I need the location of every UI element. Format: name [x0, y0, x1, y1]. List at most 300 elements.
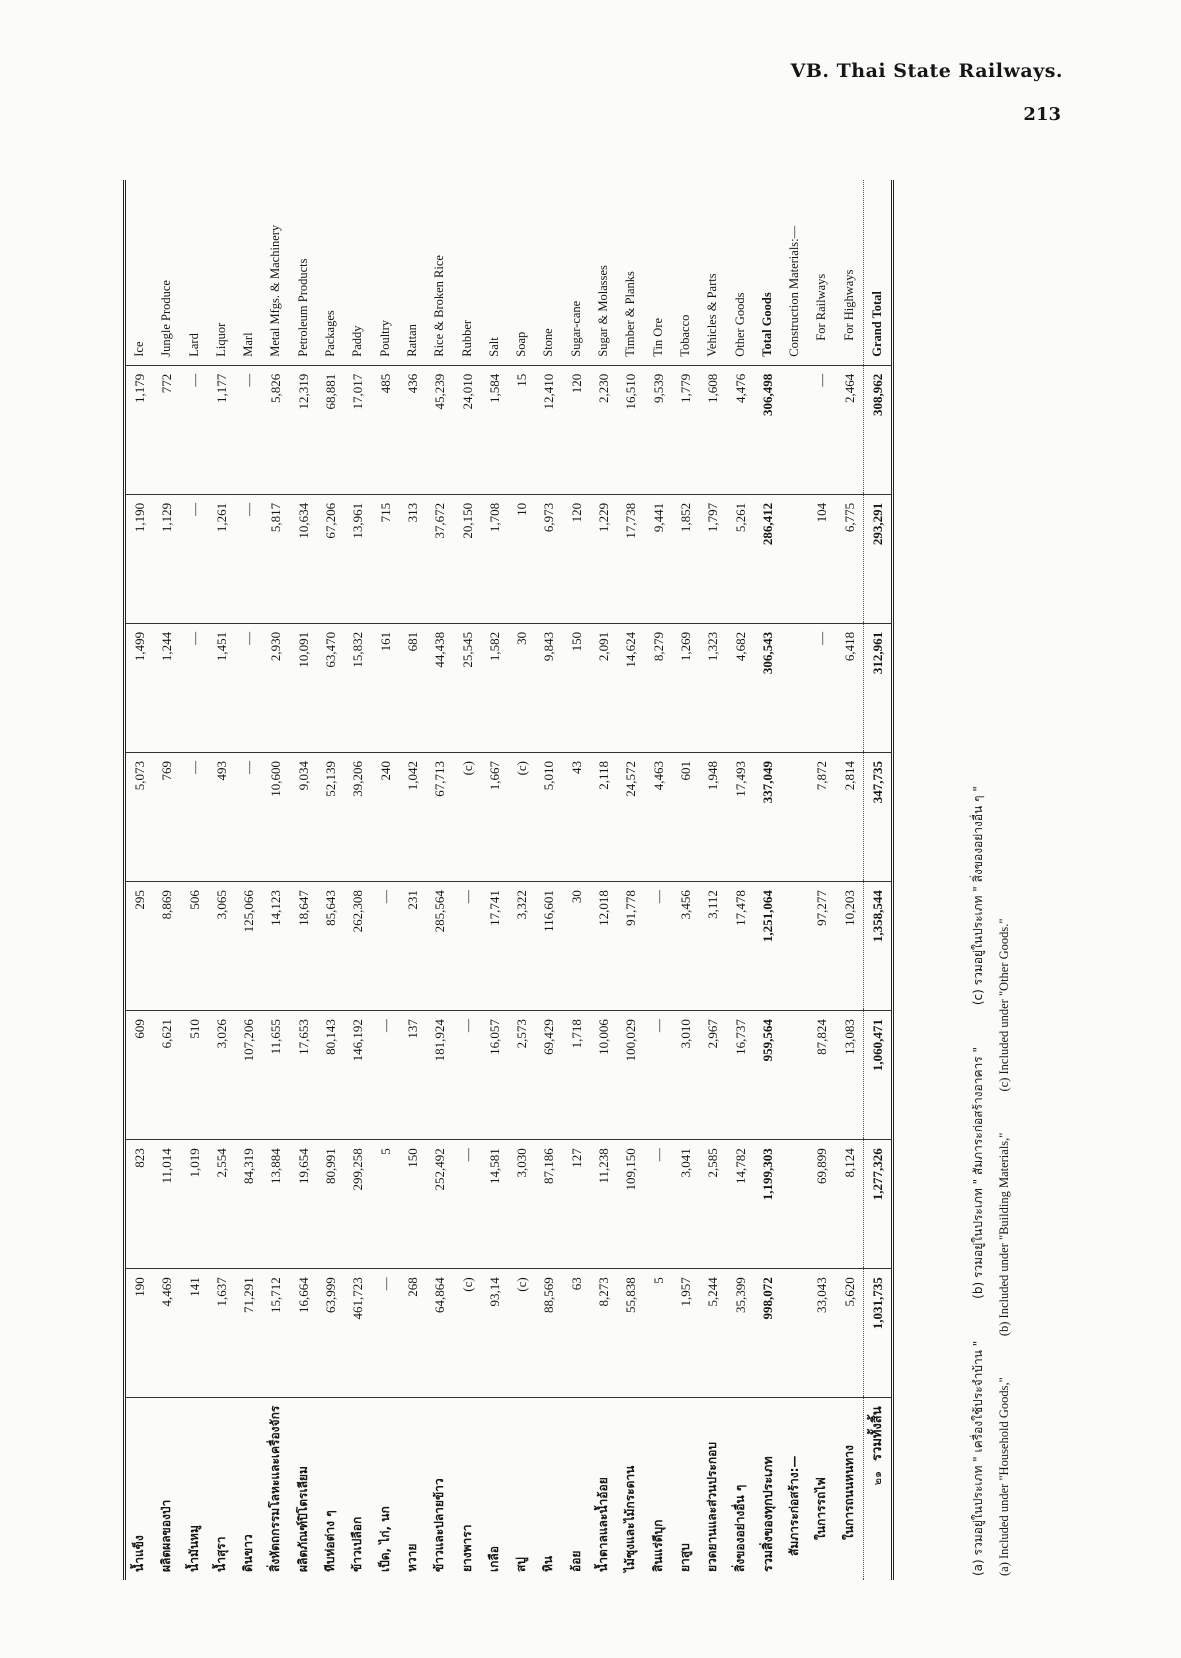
row-label-english	[645, 180, 672, 365]
value-cell: 262,308	[344, 882, 371, 1011]
table-row	[535, 180, 562, 1580]
value-cell: 5,261	[727, 494, 754, 623]
value-cell: 1,957	[672, 1269, 699, 1398]
value-cell: 64,864	[426, 1269, 453, 1398]
value-cell: 461,723	[344, 1269, 371, 1398]
value-cell: 63,470	[317, 623, 344, 752]
value-cell: 150	[399, 1140, 426, 1269]
table-row	[481, 180, 508, 1580]
value-cell: 24,010	[454, 365, 481, 494]
value-cell: 69,899	[808, 1140, 835, 1269]
value-cell: 13,884	[262, 1140, 289, 1269]
value-cell: 252,492	[426, 1140, 453, 1269]
row-label-thai	[290, 1398, 317, 1580]
value-cell: 1,584	[481, 365, 508, 494]
row-label-thai	[208, 1398, 235, 1580]
value-cell: 17,738	[617, 494, 644, 623]
row-label-thai-text: ข้าวเปลือก	[350, 1516, 365, 1572]
value-cell: 715	[372, 494, 399, 623]
row-label-thai	[781, 1398, 808, 1580]
value-cell: 10	[508, 494, 535, 623]
value-cell: —	[454, 1140, 481, 1269]
value-cell: 295	[125, 882, 154, 1011]
page-number: 213	[1023, 104, 1061, 125]
value-cell: 37,672	[426, 494, 453, 623]
value-cell: 7,872	[808, 752, 835, 881]
value-cell: 10,600	[262, 752, 289, 881]
row-label-english-text: Marl	[241, 332, 256, 357]
value-cell: 2,230	[590, 365, 617, 494]
row-label-english-text: Rubber	[459, 319, 474, 357]
table-row	[781, 180, 808, 1580]
value-cell: 1,451	[208, 623, 235, 752]
value-cell: 190	[125, 1269, 154, 1398]
value-cell: 12,319	[290, 365, 317, 494]
row-label-thai-text: สิ่งหัตถกรรมโลหะและเครื่องจักร	[268, 1405, 283, 1572]
row-label-english-text: Sugar & Molasses	[596, 265, 611, 357]
value-cell: 10,203	[836, 882, 864, 1011]
value-cell: 1,708	[481, 494, 508, 623]
value-cell: 8,869	[153, 882, 180, 1011]
value-cell: 35,399	[727, 1269, 754, 1398]
value-cell: 43	[563, 752, 590, 881]
value-cell: 87,824	[808, 1011, 835, 1140]
value-cell: 2,967	[699, 1011, 726, 1140]
value-cell: 14,782	[727, 1140, 754, 1269]
row-label-english-text: Lard	[186, 333, 201, 357]
value-cell: 1,031,735	[864, 1269, 893, 1398]
row-label-english-text: For Railways	[814, 273, 829, 341]
row-label-english-text: Poultry	[377, 319, 392, 357]
table-row	[699, 180, 726, 1580]
row-label-thai-text: ผลิตผลของป่า	[159, 1499, 174, 1572]
value-cell: 116,601	[535, 882, 562, 1011]
value-cell: 1,797	[699, 494, 726, 623]
row-label-english	[672, 180, 699, 365]
value-cell: 69,429	[535, 1011, 562, 1140]
value-cell: 3,065	[208, 882, 235, 1011]
value-cell: 4,463	[645, 752, 672, 881]
value-cell: 823	[125, 1140, 154, 1269]
value-cell: 25,545	[454, 623, 481, 752]
row-label-english	[727, 180, 754, 365]
value-cell: 286,412	[754, 494, 781, 623]
value-cell: 11,014	[153, 1140, 180, 1269]
row-label-english	[454, 180, 481, 365]
value-cell: 6,775	[836, 494, 864, 623]
value-cell: 13,083	[836, 1011, 864, 1140]
row-label-english-text: Soap	[514, 331, 529, 357]
value-cell: 436	[399, 365, 426, 494]
footnote-thai-line	[965, 180, 991, 1580]
value-cell: 5,073	[125, 752, 154, 881]
value-cell: 1,499	[125, 623, 154, 752]
row-label-english	[836, 180, 864, 365]
row-label-english-text: Salt	[486, 337, 501, 357]
row-label-english-text: Tobacco	[677, 314, 692, 357]
value-cell: 1,277,326	[864, 1140, 893, 1269]
value-cell: 3,456	[672, 882, 699, 1011]
value-cell: 181,924	[426, 1011, 453, 1140]
value-cell: 71,291	[235, 1269, 262, 1398]
value-cell: 1,190	[125, 494, 154, 623]
table-row	[727, 180, 754, 1580]
row-label-thai-text: อ้อย	[568, 1550, 583, 1572]
value-cell: 601	[672, 752, 699, 881]
value-cell: —	[235, 752, 262, 881]
value-cell: 8,124	[836, 1140, 864, 1269]
value-cell: 3,010	[672, 1011, 699, 1140]
row-label-thai-text: สบู่	[514, 1557, 529, 1572]
value-cell: 10,634	[290, 494, 317, 623]
value-cell: 11,238	[590, 1140, 617, 1269]
value-cell: 299,258	[344, 1140, 371, 1269]
table-row	[153, 180, 180, 1580]
row-label-thai-text: ข้าวและปลายข้าว	[432, 1478, 447, 1572]
value-cell: 4,476	[727, 365, 754, 494]
value-cell: 312,961	[864, 623, 893, 752]
value-cell: 506	[181, 882, 208, 1011]
value-cell: 5	[372, 1140, 399, 1269]
value-cell	[781, 1269, 808, 1398]
value-cell: 1,129	[153, 494, 180, 623]
table-body	[125, 180, 893, 1580]
row-label-thai	[481, 1398, 508, 1580]
row-label-thai	[864, 1398, 893, 1580]
value-cell: 125,066	[235, 882, 262, 1011]
value-cell: 9,843	[535, 623, 562, 752]
value-cell: 1,779	[672, 365, 699, 494]
row-label-english	[153, 180, 180, 365]
row-label-thai	[317, 1398, 344, 1580]
rotated-table-area	[123, 180, 1011, 1580]
value-cell: —	[372, 882, 399, 1011]
row-label-english	[563, 180, 590, 365]
table-row	[181, 180, 208, 1580]
value-cell: 1,608	[699, 365, 726, 494]
row-label-thai-text: ยวดยานและส่วนประกอบ	[705, 1442, 720, 1572]
value-cell: 5,010	[535, 752, 562, 881]
value-cell: 63,999	[317, 1269, 344, 1398]
value-cell: 1,229	[590, 494, 617, 623]
row-label-english	[262, 180, 289, 365]
row-label-thai-text: น้ำตาลและน้ำอ้อย	[596, 1477, 611, 1572]
row-label-english-text: Rice & Broken Rice	[432, 255, 447, 357]
table-row	[508, 180, 535, 1580]
value-cell: 313	[399, 494, 426, 623]
value-cell: 24,572	[617, 752, 644, 881]
value-cell: 1,582	[481, 623, 508, 752]
row-label-english-text: Timber & Planks	[623, 271, 638, 357]
value-cell: —	[454, 1011, 481, 1140]
table-row	[672, 180, 699, 1580]
value-cell: 6,418	[836, 623, 864, 752]
value-cell: 17,017	[344, 365, 371, 494]
value-cell: 17,741	[481, 882, 508, 1011]
footnote-thai-a: (a) รวมอยู่ในประเภท " เครื่องใช้ประจำบ้าน "	[971, 1340, 985, 1576]
value-cell: 4,682	[727, 623, 754, 752]
value-cell: (c)	[508, 1269, 535, 1398]
value-cell: 5,826	[262, 365, 289, 494]
row-label-english	[344, 180, 371, 365]
value-cell: 681	[399, 623, 426, 752]
value-cell	[781, 1011, 808, 1140]
value-cell	[781, 1140, 808, 1269]
row-label-thai-text: ในการรถไฟ	[814, 1477, 829, 1540]
value-cell: 3,041	[672, 1140, 699, 1269]
row-label-thai-text: ดินขาว	[241, 1534, 256, 1572]
value-cell: 120	[563, 365, 590, 494]
value-cell: 1,323	[699, 623, 726, 752]
value-cell: 55,838	[617, 1269, 644, 1398]
row-label-english	[481, 180, 508, 365]
row-label-english	[699, 180, 726, 365]
value-cell: —	[645, 882, 672, 1011]
value-cell: 30	[563, 882, 590, 1011]
row-label-english-text: Paddy	[350, 325, 365, 357]
value-cell: 16,510	[617, 365, 644, 494]
value-cell: —	[645, 1011, 672, 1140]
value-cell: 1,718	[563, 1011, 590, 1140]
value-cell: 2,091	[590, 623, 617, 752]
value-cell: 52,139	[317, 752, 344, 881]
row-label-thai	[344, 1398, 371, 1580]
value-cell: 17,653	[290, 1011, 317, 1140]
row-label-thai	[399, 1398, 426, 1580]
value-cell: 1,637	[208, 1269, 235, 1398]
value-cell: 141	[181, 1269, 208, 1398]
value-cell: 769	[153, 752, 180, 881]
row-label-thai-text: เกลือ	[486, 1546, 501, 1572]
value-cell: 308,962	[864, 365, 893, 494]
row-label-thai	[617, 1398, 644, 1580]
row-label-thai-text: ไม้ซุงและไม้กระดาน	[623, 1465, 638, 1572]
table-row	[262, 180, 289, 1580]
row-label-thai-text: รวมสิ่งของทุกประเภท	[759, 1456, 775, 1572]
row-label-thai	[235, 1398, 262, 1580]
table-row	[645, 180, 672, 1580]
running-head: VB. Thai State Railways.	[790, 60, 1063, 82]
value-cell: 337,049	[754, 752, 781, 881]
value-cell: 67,206	[317, 494, 344, 623]
row-label-english	[399, 180, 426, 365]
value-cell: 1,948	[699, 752, 726, 881]
value-cell: 1,060,471	[864, 1011, 893, 1140]
row-label-english	[781, 180, 808, 365]
value-cell: 1,042	[399, 752, 426, 881]
row-label-thai-text: น้ำแข็ง	[132, 1535, 146, 1572]
row-label-thai-text: สินแร่ดีบุก	[650, 1519, 665, 1572]
value-cell: 2,118	[590, 752, 617, 881]
row-label-thai-text: รวมทั้งสิ้น	[870, 1406, 886, 1461]
row-label-english	[535, 180, 562, 365]
row-label-english	[864, 180, 893, 365]
value-cell: 8,273	[590, 1269, 617, 1398]
value-cell: 15	[508, 365, 535, 494]
value-cell: 609	[125, 1011, 154, 1140]
value-cell: —	[454, 882, 481, 1011]
table-row	[290, 180, 317, 1580]
row-label-thai	[125, 1398, 154, 1580]
row-label-english-text: Jungle Produce	[159, 280, 174, 357]
value-cell: 306,543	[754, 623, 781, 752]
footnote-english-b: (b) Included under "Building Materials,"	[997, 1132, 1011, 1337]
value-cell: 97,277	[808, 882, 835, 1011]
value-cell: 5	[645, 1269, 672, 1398]
value-cell: 6,973	[535, 494, 562, 623]
row-label-english-text: Rattan	[404, 324, 419, 357]
value-cell: 16,737	[727, 1011, 754, 1140]
value-cell: 5,620	[836, 1269, 864, 1398]
freight-table	[123, 180, 894, 1580]
value-cell: 1,199,303	[754, 1140, 781, 1269]
row-label-thai-text: สิ่งของอย่างอื่น ๆ	[732, 1484, 747, 1572]
value-cell: 347,735	[864, 752, 893, 881]
value-cell: 493	[208, 752, 235, 881]
row-label-english-text: Stone	[541, 328, 556, 357]
value-cell: 45,239	[426, 365, 453, 494]
table-row	[454, 180, 481, 1580]
row-label-english-text: Tin Ore	[650, 317, 665, 357]
footnote-thai-c: (c) รวมอยู่ในประเภท " สิ่งของอย่างอื่น ๆ "	[971, 786, 985, 1006]
value-cell: 16,664	[290, 1269, 317, 1398]
row-label-english	[290, 180, 317, 365]
value-cell: 18,647	[290, 882, 317, 1011]
row-label-english	[125, 180, 154, 365]
value-cell: —	[235, 623, 262, 752]
footnote-english-a: (a) Included under "Household Goods,"	[997, 1377, 1011, 1576]
row-label-thai	[699, 1398, 726, 1580]
value-cell: 14,581	[481, 1140, 508, 1269]
table-row	[399, 180, 426, 1580]
value-cell: 88,569	[535, 1269, 562, 1398]
row-label-english-text: Construction Materials:—	[787, 225, 802, 357]
value-cell: 2,930	[262, 623, 289, 752]
value-cell: 1,179	[125, 365, 154, 494]
value-cell: 137	[399, 1011, 426, 1140]
value-cell: —	[235, 365, 262, 494]
value-cell: 161	[372, 623, 399, 752]
value-cell: —	[372, 1269, 399, 1398]
value-cell: —	[808, 623, 835, 752]
value-cell: 85,643	[317, 882, 344, 1011]
row-label-english	[235, 180, 262, 365]
value-cell: 80,143	[317, 1011, 344, 1140]
row-label-english	[372, 180, 399, 365]
value-cell: —	[181, 365, 208, 494]
row-label-english-text: Ice	[132, 341, 146, 357]
footnote-english-line	[991, 180, 1017, 1580]
row-label-english-text: Vehicles & Parts	[705, 273, 720, 357]
row-label-thai	[153, 1398, 180, 1580]
table-row	[563, 180, 590, 1580]
value-cell: 15,832	[344, 623, 371, 752]
row-label-thai	[808, 1398, 835, 1580]
value-cell: 15,712	[262, 1269, 289, 1398]
row-label-thai	[836, 1398, 864, 1580]
row-label-english	[808, 180, 835, 365]
value-cell: 12,410	[535, 365, 562, 494]
row-label-thai	[262, 1398, 289, 1580]
row-label-english	[317, 180, 344, 365]
value-cell: 240	[372, 752, 399, 881]
value-cell: 84,319	[235, 1140, 262, 1269]
value-cell: 11,655	[262, 1011, 289, 1140]
value-cell: 959,564	[754, 1011, 781, 1140]
value-cell: 998,072	[754, 1269, 781, 1398]
value-cell: 68,881	[317, 365, 344, 494]
value-cell: (c)	[454, 752, 481, 881]
table-row	[344, 180, 371, 1580]
value-cell: 231	[399, 882, 426, 1011]
value-cell: —	[372, 1011, 399, 1140]
value-cell: 104	[808, 494, 835, 623]
row-label-english	[508, 180, 535, 365]
row-label-thai-text: สัมภาระก่อสร้าง:—	[787, 1455, 802, 1556]
value-cell	[781, 752, 808, 881]
value-cell: 10,006	[590, 1011, 617, 1140]
row-label-english-text: Other Goods	[732, 292, 747, 357]
table-row	[426, 180, 453, 1580]
value-cell: 1,667	[481, 752, 508, 881]
value-cell: 5,817	[262, 494, 289, 623]
row-label-thai	[535, 1398, 562, 1580]
value-cell: 10,091	[290, 623, 317, 752]
row-label-thai-text: ยางพารา	[459, 1524, 474, 1572]
value-cell: 9,539	[645, 365, 672, 494]
row-label-english	[590, 180, 617, 365]
row-label-thai-text: น้ำสุรา	[213, 1536, 228, 1572]
value-cell: 63	[563, 1269, 590, 1398]
value-cell	[781, 623, 808, 752]
footnotes	[965, 180, 1017, 1580]
footnote-english-c: (c) Included under "Other Goods."	[997, 918, 1011, 1092]
value-cell	[781, 882, 808, 1011]
value-cell: —	[808, 365, 835, 494]
row-label-thai-text: ผลิตภัณฑ์ปิโตรเลียม	[295, 1466, 310, 1572]
row-label-english-text: Grand Total	[870, 291, 885, 357]
row-label-english	[754, 180, 781, 365]
grand-total-marker: ๒๑	[871, 1470, 885, 1486]
value-cell: 109,150	[617, 1140, 644, 1269]
value-cell: 5,244	[699, 1269, 726, 1398]
value-cell: 17,478	[727, 882, 754, 1011]
value-cell: —	[645, 1140, 672, 1269]
value-cell: 20,150	[454, 494, 481, 623]
value-cell: (c)	[454, 1269, 481, 1398]
value-cell: 127	[563, 1140, 590, 1269]
row-label-english-text: Packages	[323, 310, 338, 357]
value-cell: (c)	[508, 752, 535, 881]
row-label-english	[181, 180, 208, 365]
value-cell: 1,358,544	[864, 882, 893, 1011]
value-cell: 93,14	[481, 1269, 508, 1398]
table-row	[590, 180, 617, 1580]
value-cell: —	[181, 623, 208, 752]
value-cell: 2,814	[836, 752, 864, 881]
value-cell: 91,778	[617, 882, 644, 1011]
value-cell: 67,713	[426, 752, 453, 881]
row-label-thai	[590, 1398, 617, 1580]
row-label-thai-text: หิน	[541, 1555, 556, 1572]
value-cell: 6,621	[153, 1011, 180, 1140]
row-label-thai-text: หีบห่อต่าง ๆ	[323, 1510, 338, 1572]
row-label-thai	[645, 1398, 672, 1580]
value-cell	[781, 365, 808, 494]
row-label-thai	[426, 1398, 453, 1580]
row-label-thai	[563, 1398, 590, 1580]
value-cell: 1,019	[181, 1140, 208, 1269]
